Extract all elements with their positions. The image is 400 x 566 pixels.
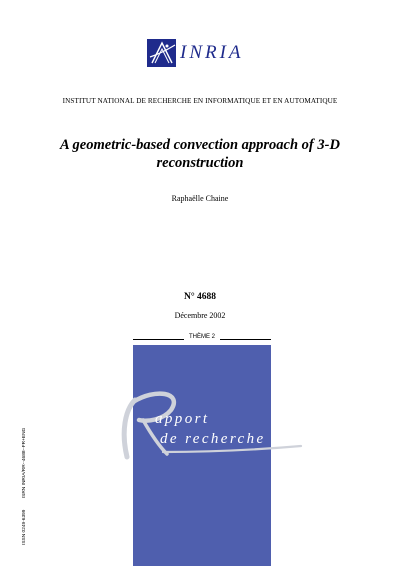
isrn-text: ISRN INRIA/RR--4688--FR+ENG xyxy=(22,427,27,499)
author: Raphaëlle Chaine xyxy=(171,194,229,203)
inria-logo-text: INRIA xyxy=(180,42,244,63)
report-title xyxy=(40,136,360,172)
theme-rule-left xyxy=(133,339,184,340)
report-date: Décembre 2002 xyxy=(174,311,226,320)
theme-rule-right xyxy=(220,339,271,340)
title-line-2: reconstruction xyxy=(156,155,244,171)
theme-label: THÈME 2 xyxy=(188,334,215,340)
title-line-1: A geometric-based convection approach of 3-D xyxy=(60,137,340,153)
inria-logo xyxy=(146,37,258,69)
rapport-word: apport xyxy=(155,411,210,427)
isbn-side-text xyxy=(22,428,27,545)
report-number: N° 4688 xyxy=(183,292,217,302)
issn-text: ISSN 0249-6399 xyxy=(22,509,27,545)
de-recherche-words: de recherche xyxy=(160,431,266,447)
institute-name: INSTITUT NATIONAL DE RECHERCHE EN INFORMATIQUE ET EN AUTOMATIQUE xyxy=(62,97,338,105)
inria-logo-mark-icon xyxy=(146,37,178,69)
theme-header xyxy=(133,334,271,344)
